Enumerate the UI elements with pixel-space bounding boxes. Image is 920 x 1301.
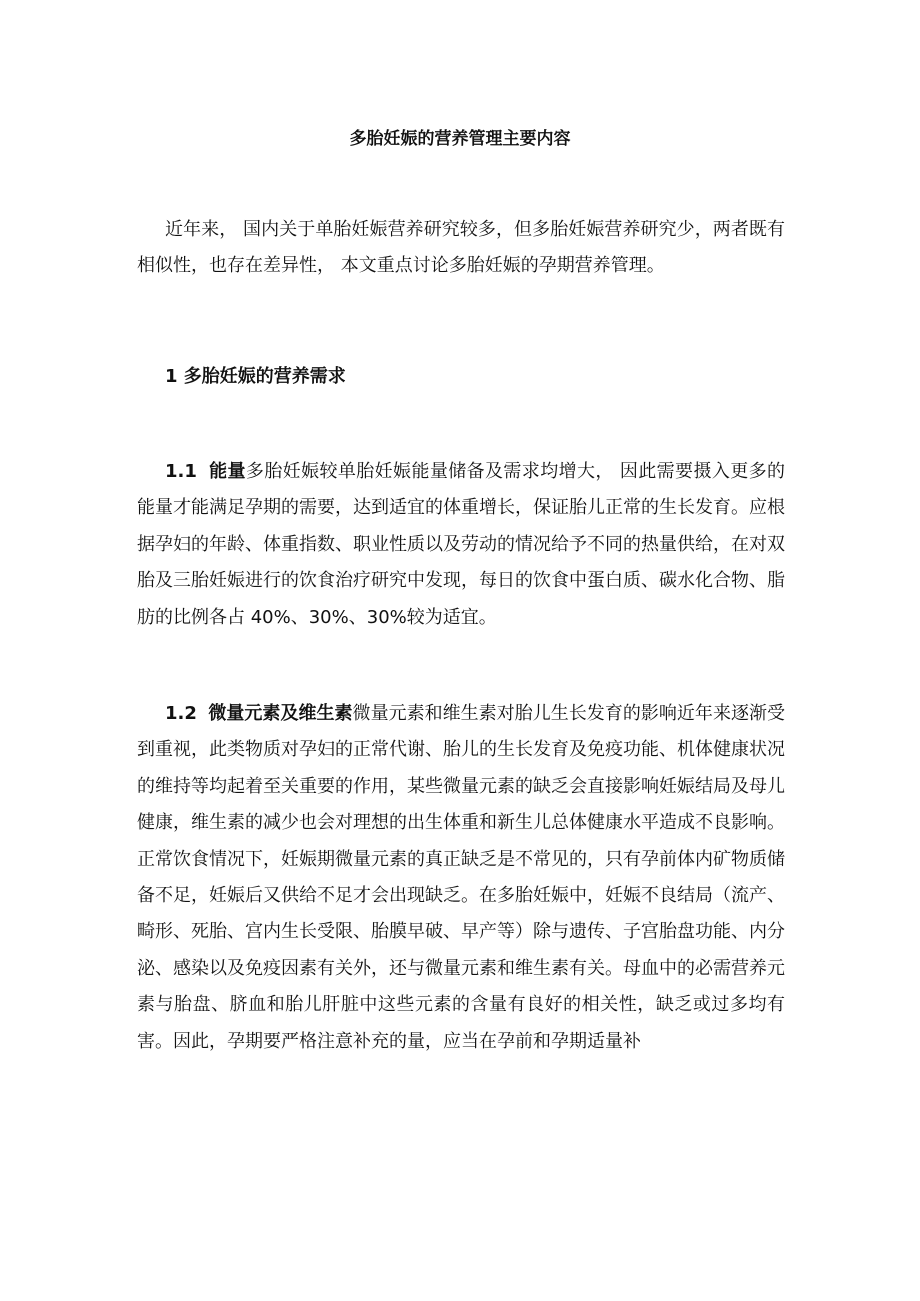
section-1-1-title: 能量 bbox=[209, 461, 246, 482]
section-1-2-number: 1.2 bbox=[165, 703, 197, 724]
section-1-2-paragraph bbox=[137, 696, 785, 1060]
intro-paragraph: 近年来， 国内关于单胎妊娠营养研究较多，但多胎妊娠营养研究少，两者既有相似性，也存在差异性， 本文重点讨论多胎妊娠的孕期营养管理。 bbox=[137, 219, 785, 277]
document-title: 多胎妊娠的营养管理主要内容 bbox=[349, 129, 571, 149]
section-1-1-text: 多胎妊娠较单胎妊娠能量储备及需求均增大， 因此需要摄入更多的能量才能满足孕期的需要，达到适宜的体重增长，保证胎儿正常的生长发育。应根据孕妇的年龄、体重指数、职业性质以及劳动的情况给予不同的热量供给，在对双胎及三胎妊娠进行的饮食治疗研究中发现，每日的饮食中蛋白质、碳水化合物、脂肪的比例各占 40%、30%、30%较为适宜。 bbox=[137, 461, 786, 628]
section-1-2-title: 微量元素及维生素 bbox=[208, 703, 353, 724]
section-1-1-number: 1.1 bbox=[165, 461, 197, 482]
section-1-heading: 1 多胎妊娠的营养需求 bbox=[165, 366, 346, 387]
section-1-1-paragraph bbox=[137, 454, 785, 636]
section-1-2-text: 微量元素和维生素对胎儿生长发育的影响近年来逐渐受到重视，此类物质对孕妇的正常代谢、胎儿的生长发育及免疫功能、机体健康状况的维持等均起着至关重要的作用，某些微量元素的缺乏会直接影响妊娠结局及母儿健康，维生素的减少也会对理想的出生体重和新生儿总体健康水平造成不良影响。正常饮食情况下，妊娠期微量元素的真正缺乏是不常见的，只有孕前体内矿物质储备不足，妊娠后又供给不足才会出现缺乏。在多胎妊娠中，妊娠不良结局（流产、畸形、死胎、宫内生长受限、胎膜早破、早产等）除与遗传、子宫胎盘功能、内分泌、感染以及免疫因素有关外，还与微量元素和维生素有关。母血中的必需营养元素与胎盘、脐血和胎儿肝脏中这些元素的含量有良好的相关性，缺乏或过多均有害。因此，孕期要严格注意补充的量，应当在孕前和孕期适量补 bbox=[137, 703, 786, 1052]
